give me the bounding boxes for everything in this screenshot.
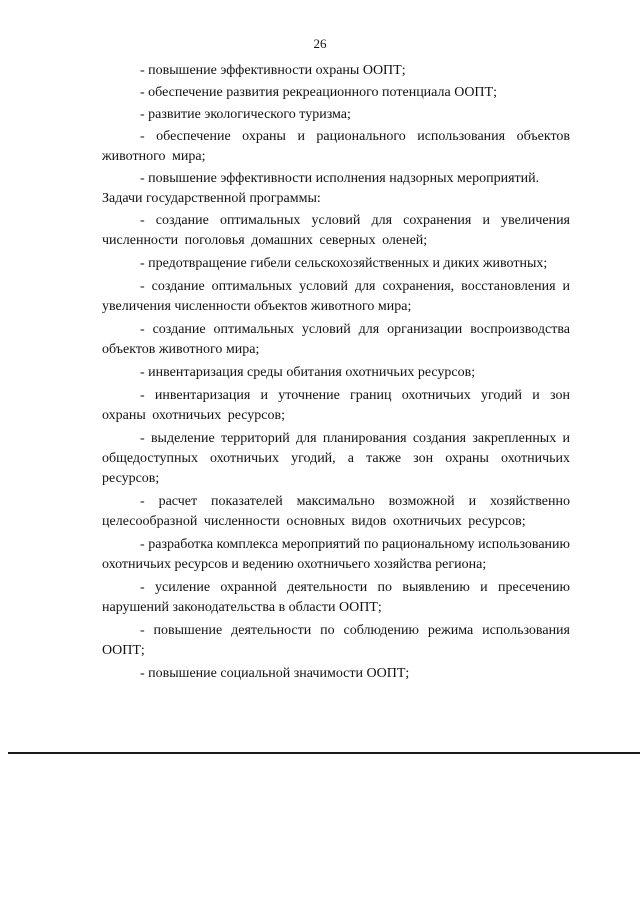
list-item: - выделение территорий для планирования создания закрепленных и общедоступных охотничьих угодий, а также зон охраны охотничьих ресурсов;	[102, 431, 570, 486]
list-item: - повышение эффективности охраны ООПТ;	[140, 63, 406, 78]
list-item: - создание оптимальных условий для сохранения, восстановления и увеличения численности объектов животного мира;	[102, 279, 570, 314]
footer-divider	[8, 752, 640, 754]
list-item: - создание оптимальных условий для сохранения и увеличения численности поголовья домашних северных оленей;	[102, 213, 570, 248]
tasks-heading: Задачи государственной программы:	[102, 191, 321, 206]
list-item: - обеспечение охраны и рационального использования объектов животного мира;	[102, 129, 570, 164]
list-item: - инвентаризация и уточнение границ охотничьих угодий и зон охраны охотничьих ресурсов;	[102, 388, 570, 423]
list-item: - развитие экологического туризма;	[140, 107, 351, 122]
list-item: - усиление охранной деятельности по выявлению и пресечению нарушений законодательства в области ООПТ;	[102, 580, 570, 615]
list-item: - предотвращение гибели сельскохозяйственных и диких животных;	[140, 256, 548, 271]
list-item: - повышение социальной значимости ООПТ;	[140, 666, 410, 681]
list-item: - инвентаризация среды обитания охотничьих ресурсов;	[140, 365, 476, 380]
list-item: - повышение эффективности исполнения надзорных мероприятий.	[140, 171, 540, 186]
list-item: - повышение деятельности по соблюдению режима использования ООПТ;	[102, 623, 570, 658]
list-item: - разработка комплекса мероприятий по рациональному использованию охотничьих ресурсов и ведению охотничьего хозяйства региона;	[102, 537, 570, 572]
list-item: - расчет показателей максимально возможной и хозяйственно целесообразной численности основных видов охотничьих ресурсов;	[102, 494, 570, 529]
list-item: - обеспечение развития рекреационного потенциала ООПТ;	[140, 85, 497, 100]
page-number: 26	[313, 36, 327, 51]
document-body	[102, 61, 570, 684]
list-item: - создание оптимальных условий для организации воспроизводства объектов животного мира;	[102, 322, 570, 357]
